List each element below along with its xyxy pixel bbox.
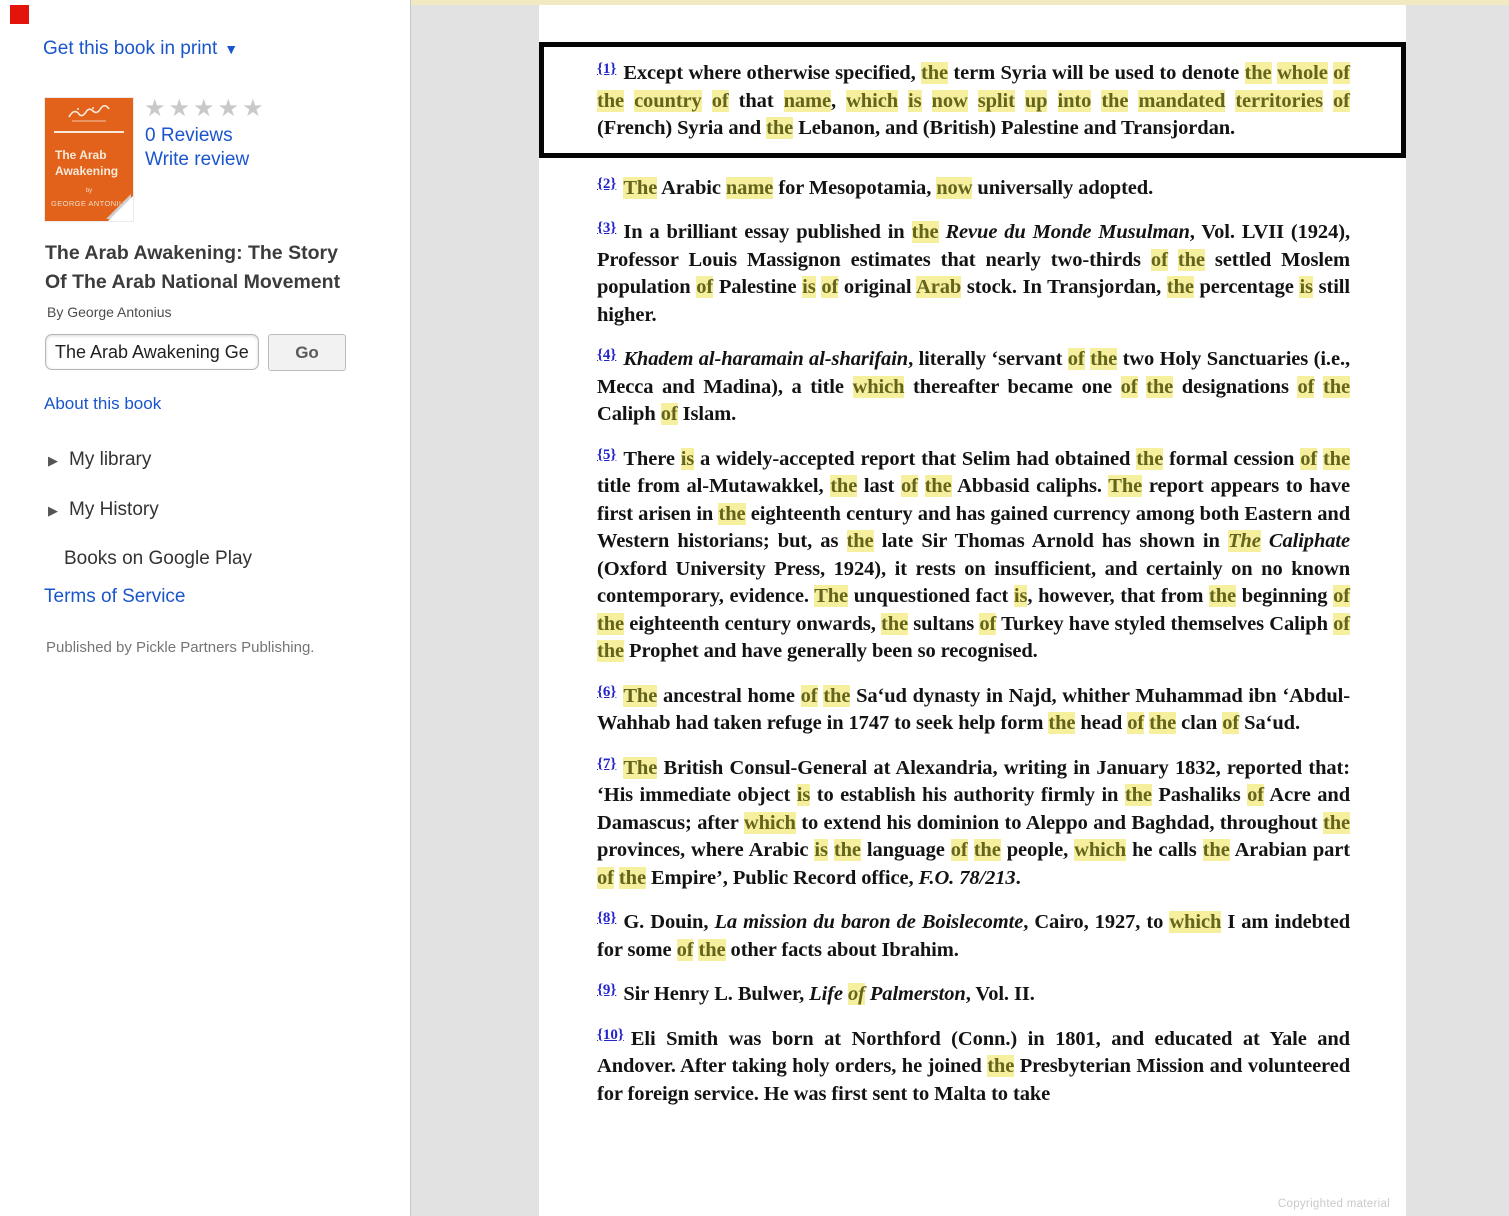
my-library-label: My library bbox=[69, 449, 152, 470]
text-segment: Life bbox=[809, 983, 848, 1005]
footnote-10 bbox=[597, 1022, 1350, 1109]
highlighted-term: is bbox=[680, 447, 695, 470]
text-segment bbox=[1091, 90, 1101, 112]
text-segment: that bbox=[728, 89, 784, 112]
about-this-book-link[interactable]: About this book bbox=[44, 394, 162, 413]
footnote-9 bbox=[597, 977, 1350, 1009]
highlighted-term: is bbox=[1299, 276, 1313, 298]
footnote-7 bbox=[597, 751, 1350, 893]
annotation-box bbox=[539, 42, 1406, 158]
highlighted-term: The bbox=[623, 684, 658, 707]
text-segment: other facts about Ibrahim. bbox=[725, 938, 959, 961]
text-segment: formal cession bbox=[1163, 447, 1301, 470]
highlighted-term: of bbox=[900, 475, 918, 497]
text-segment: Palmerston bbox=[864, 983, 966, 1005]
cover-divider bbox=[54, 131, 124, 133]
footnote-marker-link[interactable]: {6} bbox=[597, 683, 617, 700]
text-segment: (French) Syria and bbox=[597, 117, 767, 139]
text-segment: Empire’, Public Record office, bbox=[645, 866, 919, 889]
text-segment: Abbasid caliphs. bbox=[951, 475, 1109, 497]
text-segment: eighteenth century and has gained currency among both Eastern and Western historians; but, as bbox=[597, 502, 1350, 552]
text-segment: title from al-Mutawakkel, bbox=[597, 475, 831, 497]
cover-by: by bbox=[85, 188, 93, 194]
google-play-label: Books on Google Play bbox=[64, 548, 253, 569]
text-segment: to establish his authority firmly in bbox=[810, 784, 1125, 806]
text-segment bbox=[702, 90, 712, 112]
highlighted-term: the bbox=[920, 62, 949, 84]
highlighted-term: whole bbox=[1276, 62, 1328, 84]
highlighted-term: mandated bbox=[1138, 89, 1226, 112]
triangle-right-icon: ▶ bbox=[48, 453, 58, 468]
highlighted-term: country bbox=[634, 89, 702, 112]
book-viewer bbox=[410, 0, 1509, 1216]
highlighted-term: of bbox=[1297, 375, 1315, 398]
highlighted-term: the bbox=[881, 612, 909, 635]
reviews-count-link[interactable]: 0 Reviews bbox=[145, 125, 233, 146]
text-segment: British Consul-General at Alexandria, writing in January 1832, reported that: ‘His immediate object bbox=[597, 756, 1350, 806]
highlighted-term: is bbox=[796, 784, 811, 806]
highlighted-term: into bbox=[1057, 89, 1092, 112]
highlighted-term: which bbox=[1169, 911, 1222, 933]
highlighted-term: the bbox=[1124, 784, 1152, 806]
highlighted-term: of bbox=[696, 276, 714, 298]
terms-of-service-link[interactable]: Terms of Service bbox=[44, 586, 186, 607]
text-segment: , however, that from bbox=[1027, 585, 1209, 607]
book-title: The Arab Awakening: The Story Of The Arab National Movement bbox=[45, 242, 341, 293]
text-segment: , Vol. LVII (1924), Professor Louis Massignon estimates that nearly two-thirds bbox=[597, 221, 1350, 271]
text-segment bbox=[1314, 376, 1323, 398]
text-segment: eighteenth century onwards, bbox=[624, 612, 882, 635]
highlighted-term: which bbox=[743, 811, 796, 834]
sidebar-item-my-library[interactable] bbox=[48, 449, 151, 471]
highlighted-term: the bbox=[1146, 375, 1174, 398]
book-cover-thumbnail[interactable] bbox=[45, 98, 133, 221]
highlighted-term: The bbox=[814, 585, 849, 607]
highlighted-term: now bbox=[931, 89, 968, 112]
footnote-marker-link[interactable]: {7} bbox=[597, 755, 617, 772]
highlighted-term: of bbox=[847, 983, 865, 1005]
highlighted-term: the bbox=[1101, 89, 1129, 112]
highlighted-term: the bbox=[597, 612, 625, 635]
highlighted-term: the bbox=[830, 475, 858, 497]
triangle-right-icon: ▶ bbox=[48, 503, 58, 518]
text-segment: unquestioned fact bbox=[848, 585, 1014, 607]
highlighted-term: of bbox=[1333, 612, 1351, 635]
footnote-5 bbox=[597, 442, 1350, 666]
text-segment bbox=[898, 90, 908, 112]
text-segment: , bbox=[831, 89, 847, 112]
text-segment: Acre and Damascus; after bbox=[597, 784, 1350, 834]
text-segment: sultans bbox=[908, 612, 980, 635]
highlighted-term: the bbox=[846, 530, 874, 552]
text-segment: Caliphate bbox=[1260, 530, 1350, 552]
text-segment: two Holy Sanctuaries (i.e., Mecca and Madina), a title bbox=[597, 348, 1350, 398]
write-review-link[interactable]: Write review bbox=[145, 149, 250, 170]
footnote-marker-link[interactable]: {5} bbox=[597, 446, 617, 463]
my-history-label: My History bbox=[69, 499, 159, 520]
highlighted-term: of bbox=[1127, 712, 1145, 734]
go-button[interactable]: Go bbox=[268, 334, 346, 371]
get-book-in-print-label: Get this book in print bbox=[43, 38, 218, 59]
text-segment: still higher. bbox=[597, 276, 1350, 326]
highlighted-term: The bbox=[1108, 475, 1143, 497]
highlighted-term: the bbox=[1322, 447, 1350, 470]
highlighted-term: the bbox=[1244, 62, 1272, 84]
text-segment: Arabian part bbox=[1229, 839, 1351, 861]
sidebar bbox=[0, 0, 410, 1216]
footnote-1 bbox=[597, 56, 1350, 143]
search-in-book-input[interactable] bbox=[45, 334, 259, 370]
highlighted-term: the bbox=[1136, 447, 1164, 470]
highlighted-term: the bbox=[718, 502, 746, 525]
highlighted-term: the bbox=[973, 839, 1001, 861]
highlighted-term: the bbox=[698, 938, 726, 961]
highlighted-term: is bbox=[908, 89, 922, 112]
text-segment: Eli Smith was born at Northford (Conn.) in 1801, and educated at Yale and Andover. After taking holy orders, he joined bbox=[597, 1027, 1350, 1077]
text-segment: Khadem al-haramain al-sharifain bbox=[623, 348, 909, 370]
text-segment: Presbyterian Mission and volunteered for foreign service. He was first sent to Malta to take bbox=[597, 1055, 1350, 1105]
text-segment: I am indebted for some bbox=[597, 911, 1351, 961]
highlighted-term: of bbox=[1333, 62, 1350, 84]
text-segment: F.O. 78/213 bbox=[918, 866, 1016, 889]
highlighted-term: the bbox=[597, 89, 625, 112]
text-segment: Pashaliks bbox=[1151, 784, 1248, 806]
highlighted-term: name bbox=[783, 89, 832, 112]
text-segment: Arabic bbox=[657, 176, 726, 199]
text-segment bbox=[918, 475, 925, 497]
text-segment: La mission du baron de Boislecomte bbox=[714, 911, 1024, 933]
text-segment: ancestral home bbox=[657, 684, 801, 707]
text-segment bbox=[1138, 376, 1147, 398]
cover-author: GEORGE ANTONIUS bbox=[51, 199, 131, 208]
highlighted-term: the bbox=[1322, 375, 1350, 398]
text-segment: Sa‘ud. bbox=[1239, 712, 1300, 734]
highlighted-term: which bbox=[1074, 839, 1127, 861]
text-segment bbox=[968, 90, 978, 112]
text-segment: . bbox=[1015, 866, 1021, 889]
text-segment: Islam. bbox=[677, 403, 737, 425]
footnote-marker-link[interactable]: {8} bbox=[597, 910, 617, 926]
text-segment: (Oxford University Press, 1924), it rests on insufficient, and certainly on no known contemporary, evidence. bbox=[597, 557, 1350, 607]
highlighted-term: the bbox=[1149, 712, 1177, 734]
highlighted-term: of bbox=[1067, 348, 1085, 370]
highlighted-term: split bbox=[977, 89, 1015, 112]
highlighted-term: the bbox=[618, 866, 646, 889]
text-segment: he calls bbox=[1126, 839, 1203, 861]
highlighted-term: the bbox=[924, 475, 952, 497]
text-segment: In a brilliant essay published in bbox=[623, 221, 912, 243]
text-segment: original bbox=[838, 276, 916, 298]
book-author-byline: By George Antonius bbox=[47, 304, 172, 320]
text-segment: Revue du Monde Musulman bbox=[945, 221, 1190, 243]
text-segment: late Sir Thomas Arnold has shown in bbox=[873, 530, 1228, 552]
highlighted-term: the bbox=[1090, 348, 1118, 370]
text-segment bbox=[828, 839, 834, 861]
footnote-8 bbox=[597, 905, 1350, 964]
highlighted-term: of bbox=[800, 684, 818, 707]
highlighted-term: of bbox=[979, 612, 997, 635]
text-segment: for Mesopotamia, bbox=[773, 176, 937, 199]
text-segment: settled Moslem population bbox=[597, 248, 1350, 298]
highlighted-term: the bbox=[911, 221, 939, 243]
copyright-label: Copyrighted material bbox=[1277, 1198, 1390, 1210]
text-segment bbox=[968, 839, 974, 861]
text-segment bbox=[1323, 90, 1333, 112]
highlighted-term: is bbox=[802, 276, 816, 298]
highlighted-term: of bbox=[1150, 248, 1168, 271]
highlighted-term: territories bbox=[1235, 89, 1323, 112]
highlighted-term: of bbox=[1300, 447, 1318, 470]
highlighted-term: of bbox=[1222, 712, 1240, 734]
highlighted-term: which bbox=[852, 375, 905, 398]
page-curl-icon bbox=[108, 196, 133, 221]
text-segment bbox=[1168, 249, 1178, 271]
sidebar-item-books-on-google-play[interactable] bbox=[64, 548, 252, 570]
text-segment: stock. In Transjordan, bbox=[961, 276, 1167, 298]
footnote-marker-link[interactable]: {2} bbox=[597, 175, 617, 192]
footnote-3 bbox=[597, 215, 1350, 329]
highlighted-term: of bbox=[1120, 375, 1138, 398]
text-segment: Turkey have styled themselves Caliph bbox=[996, 612, 1334, 635]
highlighted-term: the bbox=[597, 640, 625, 662]
highlighted-term: of bbox=[950, 839, 968, 861]
text-segment bbox=[1015, 90, 1025, 112]
highlighted-term: the bbox=[1202, 839, 1230, 861]
highlighted-term: the bbox=[1322, 811, 1350, 834]
highlighted-term: the bbox=[1177, 248, 1205, 271]
text-segment: universally adopted. bbox=[972, 176, 1154, 199]
text-segment bbox=[922, 90, 932, 112]
text-segment: Caliph bbox=[597, 403, 661, 425]
text-segment: thereafter became one bbox=[904, 375, 1121, 398]
text-segment bbox=[1047, 90, 1057, 112]
highlighted-term: of bbox=[1247, 784, 1265, 806]
chevron-down-icon: ▼ bbox=[224, 41, 239, 57]
arabic-calligraphy-icon bbox=[45, 105, 133, 128]
footnote-marker-link[interactable]: {1} bbox=[597, 61, 617, 77]
highlighted-term: The bbox=[623, 176, 658, 199]
text-segment: Sir Henry L. Bulwer, bbox=[623, 983, 810, 1005]
text-segment: language bbox=[860, 839, 951, 861]
text-segment: There bbox=[623, 447, 681, 470]
footnote-6 bbox=[597, 679, 1350, 738]
highlighted-term: the bbox=[823, 684, 851, 707]
highlighted-term: the bbox=[833, 839, 861, 861]
footnote-marker-link[interactable]: {9} bbox=[597, 982, 617, 998]
text-segment: Palestine bbox=[713, 276, 803, 298]
text-segment: a widely-accepted report that Selim had obtained bbox=[694, 447, 1137, 470]
red-annotation-marker bbox=[10, 5, 29, 24]
text-segment: last bbox=[857, 475, 901, 497]
highlighted-term: The bbox=[623, 756, 658, 779]
highlighted-term: the bbox=[987, 1055, 1015, 1077]
text-segment: Sa‘ud dynasty in Najd, whither Muhammad ibn ‘Abdul-Wahhab had taken refuge in 1747 to seek help form bbox=[597, 684, 1350, 734]
footnote-marker-link[interactable]: {3} bbox=[597, 220, 617, 236]
text-segment: percentage bbox=[1193, 276, 1300, 298]
highlighted-term: the bbox=[1209, 585, 1237, 607]
footnote-marker-link[interactable]: {4} bbox=[597, 347, 617, 363]
highlighted-term: name bbox=[725, 176, 774, 199]
text-segment bbox=[1225, 90, 1235, 112]
highlighted-term: of bbox=[821, 276, 839, 298]
text-segment: designations bbox=[1173, 375, 1298, 398]
text-segment: report appears to have first arisen in bbox=[597, 475, 1350, 525]
star-rating-icons[interactable]: ★★★★★ bbox=[144, 95, 267, 122]
text-segment: head bbox=[1075, 712, 1128, 734]
footnote-2 bbox=[597, 171, 1350, 203]
get-book-in-print-link[interactable] bbox=[43, 38, 238, 60]
highlighted-term: now bbox=[936, 176, 973, 199]
text-segment: to extend his dominion to Aleppo and Baghdad, throughout bbox=[795, 811, 1323, 834]
highlighted-term: of bbox=[1333, 585, 1350, 607]
text-segment: term Syria will be used to denote bbox=[948, 62, 1245, 84]
highlighted-term: which bbox=[846, 89, 898, 112]
highlighted-term: of bbox=[711, 89, 729, 112]
text-segment: people, bbox=[1000, 839, 1075, 861]
highlighted-term: of bbox=[676, 938, 694, 961]
text-segment bbox=[624, 90, 634, 112]
text-segment: , Cairo, 1927, to bbox=[1023, 911, 1170, 933]
footnote-4 bbox=[597, 342, 1350, 429]
highlighted-term: of bbox=[597, 866, 614, 889]
text-segment: G. Douin, bbox=[623, 911, 715, 933]
text-segment: provinces, where Arabic bbox=[597, 839, 815, 861]
book-page bbox=[539, 5, 1406, 1216]
highlighted-term: is bbox=[1013, 585, 1028, 607]
highlighted-term: is bbox=[814, 839, 828, 861]
highlighted-term: of bbox=[660, 403, 678, 425]
highlighted-term: up bbox=[1024, 89, 1048, 112]
highlighted-term: the bbox=[1166, 276, 1194, 298]
highlighted-term: Arab bbox=[916, 276, 962, 298]
footnote-marker-link[interactable]: {10} bbox=[597, 1026, 624, 1043]
text-segment: clan bbox=[1176, 712, 1223, 734]
text-segment bbox=[1128, 90, 1138, 112]
text-segment: Prophet and have generally been so recognised. bbox=[624, 640, 1038, 662]
highlighted-term: of bbox=[1333, 89, 1350, 112]
highlighted-term: The bbox=[1227, 530, 1261, 552]
sidebar-item-my-history[interactable] bbox=[48, 499, 159, 521]
footnotes bbox=[539, 42, 1406, 1108]
text-segment: Lebanon, and (British) Palestine and Transjordan. bbox=[793, 117, 1236, 139]
text-segment: , Vol. II. bbox=[965, 983, 1035, 1005]
text-segment: beginning bbox=[1236, 585, 1334, 607]
text-segment: , literally ‘servant bbox=[908, 348, 1068, 370]
highlighted-term: the bbox=[1048, 712, 1076, 734]
cover-title: The Arab Awakening bbox=[55, 148, 119, 178]
publisher-note: Published by Pickle Partners Publishing. bbox=[46, 639, 315, 656]
text-segment: Except where otherwise specified, bbox=[623, 62, 921, 84]
highlighted-term: the bbox=[766, 117, 794, 139]
